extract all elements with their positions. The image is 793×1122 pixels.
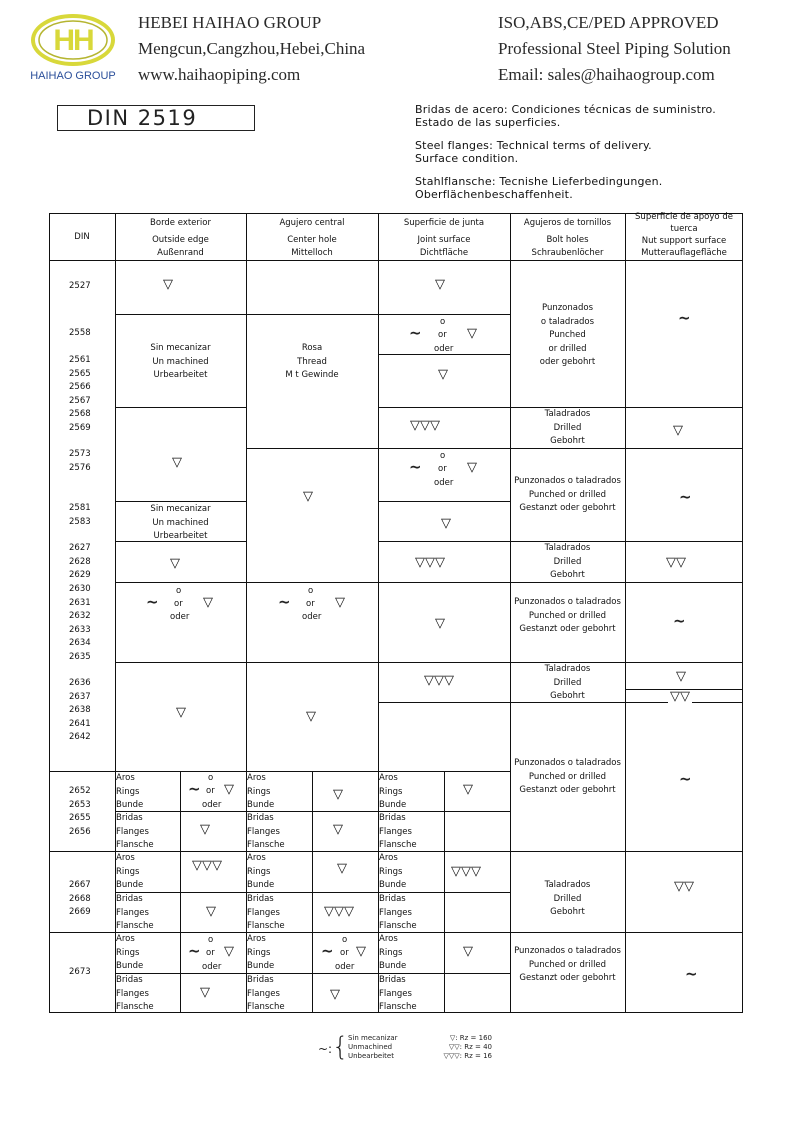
unmachined-tilde-icon: ~ bbox=[409, 458, 422, 476]
bolt-holes-note: Punzonados o taladrados Punched or drilled Gestanzt oder gebohrt bbox=[514, 597, 621, 634]
thread-note: Rosa Thread M t Gewinde bbox=[285, 343, 339, 380]
col-header-din: DIN bbox=[74, 232, 90, 242]
flanges-label: Bridas Flanges Flansche bbox=[247, 813, 285, 850]
or-text: o bbox=[308, 586, 314, 596]
title-en-1: Steel flanges: Technical terms of delivery. bbox=[415, 139, 652, 152]
standard-title: DIN 2519 bbox=[87, 106, 198, 130]
din-number: 2634 bbox=[69, 638, 91, 648]
din-number: 2632 bbox=[69, 611, 91, 621]
roughness-rz160-icon: ▽ bbox=[333, 822, 343, 837]
bolt-holes-note: Taladrados Drilled Gebohrt bbox=[544, 543, 591, 580]
tagline: Professional Steel Piping Solution bbox=[498, 39, 731, 58]
din-number: 2652 bbox=[69, 786, 91, 796]
col-header-joint: Superficie de junta Joint surface Dichtfläche bbox=[403, 218, 485, 258]
unmachined-tilde-icon: ~ bbox=[409, 324, 422, 342]
flanges-label: Bridas Flanges Flansche bbox=[247, 894, 285, 931]
col-header-bolt: Agujeros de tornillos Bolt holes Schraubenlöcher bbox=[523, 218, 612, 258]
din-number: 2567 bbox=[69, 396, 91, 406]
or-text: o bbox=[342, 935, 348, 945]
rings-label: Aros Rings Bunde bbox=[116, 773, 144, 810]
roughness-rz160-icon: ▽ bbox=[172, 455, 182, 470]
din-number: 2583 bbox=[69, 517, 91, 527]
legend bbox=[318, 1032, 508, 1068]
roughness-rz160-icon: ▽ bbox=[463, 944, 473, 959]
flanges-label: Bridas Flanges Flansche bbox=[379, 975, 417, 1012]
logo-letters: HH bbox=[53, 24, 93, 57]
rings-label: Aros Rings Bunde bbox=[379, 934, 407, 971]
roughness-rz160-icon: ▽ bbox=[435, 277, 445, 292]
bolt-holes-note: Punzonados o taladrados Punched or drilled Gestanzt oder gebohrt bbox=[514, 758, 621, 795]
din-number: 2561 bbox=[69, 355, 91, 365]
legend-brace: { bbox=[332, 1032, 349, 1062]
flanges-label: Bridas Flanges Flansche bbox=[116, 894, 154, 931]
din-number: 2629 bbox=[69, 570, 91, 580]
din-number: 2558 bbox=[69, 328, 91, 338]
rings-label: Aros Rings Bunde bbox=[116, 853, 144, 890]
roughness-rz16-icon: ▽▽▽ bbox=[192, 858, 222, 873]
or-text: o bbox=[176, 586, 182, 596]
or-text: o bbox=[208, 773, 214, 783]
din-number: 2573 bbox=[69, 449, 91, 459]
roughness-rz160-icon: ▽ bbox=[673, 423, 683, 438]
din-number: 2668 bbox=[69, 894, 91, 904]
din-number: 2627 bbox=[69, 543, 91, 553]
bolt-holes-note: Punzonados o taladrados Punched or drilled oder gebohrt bbox=[539, 303, 596, 367]
title-es-2: Estado de las superficies. bbox=[415, 116, 561, 129]
or-text: oder bbox=[202, 800, 222, 810]
roughness-rz40-icon: ▽▽ bbox=[666, 555, 686, 570]
or-text: oder bbox=[170, 612, 190, 622]
or-text: or bbox=[438, 464, 447, 474]
din-number: 2569 bbox=[69, 423, 91, 433]
din-number: 2630 bbox=[69, 584, 91, 594]
col-header-center: Agujero central Center hole Mittelloch bbox=[279, 218, 345, 258]
rings-label: Aros Rings Bunde bbox=[379, 853, 407, 890]
flanges-label: Bridas Flanges Flansche bbox=[116, 975, 154, 1012]
col-header-nut: Superficie de apoyo de tuerca Nut support surface Mutterauflagefläche bbox=[635, 212, 733, 258]
unmachined-tilde-icon: ~ bbox=[673, 612, 686, 630]
flanges-label: Bridas Flanges Flansche bbox=[116, 813, 154, 850]
or-text: or bbox=[306, 599, 315, 609]
company-address: Mengcun,Cangzhou,Hebei,China bbox=[138, 39, 366, 58]
or-text: oder bbox=[434, 344, 454, 354]
roughness-rz16-icon: ▽▽▽ bbox=[451, 864, 481, 879]
unmachined-tilde-icon: ~ bbox=[188, 780, 201, 798]
din-number: 2527 bbox=[69, 281, 91, 291]
roughness-rz160-icon: ▽ bbox=[176, 705, 186, 720]
roughness-rz160-icon: ▽ bbox=[200, 985, 210, 1000]
title-de-2: Oberflächenbeschaffenheit. bbox=[415, 188, 573, 201]
din-number: 2565 bbox=[69, 369, 91, 379]
or-text: oder bbox=[335, 962, 355, 972]
company-website[interactable]: www.haihaopiping.com bbox=[138, 65, 301, 84]
roughness-rz16-icon: ▽▽▽ bbox=[410, 418, 440, 433]
din-number: 2667 bbox=[69, 880, 91, 890]
flanges-label: Bridas Flanges Flansche bbox=[379, 894, 417, 931]
flanges-label: Bridas Flanges Flansche bbox=[247, 975, 285, 1012]
rings-label: Aros Rings Bunde bbox=[247, 853, 275, 890]
roughness-rz160-icon: ▽ bbox=[200, 822, 210, 837]
unmachined-tilde-icon: ~ bbox=[188, 942, 201, 960]
roughness-rz160-icon: ▽ bbox=[356, 944, 366, 959]
rings-label: Aros Rings Bunde bbox=[247, 934, 275, 971]
roughness-rz40-icon: ▽▽ bbox=[674, 879, 694, 894]
legend-roughness: ▽: Rz = 160 ▽▽: Rz = 40 ▽▽▽: Rz = 16 bbox=[443, 1034, 492, 1060]
roughness-rz16-icon: ▽▽▽ bbox=[415, 555, 445, 570]
roughness-rz160-icon: ▽ bbox=[463, 782, 473, 797]
roughness-rz160-icon: ▽ bbox=[206, 904, 216, 919]
or-text: oder bbox=[302, 612, 322, 622]
din-number: 2576 bbox=[69, 463, 91, 473]
legend-unmachined: Sin mecanizar Unmachined Unbearbeitet bbox=[348, 1034, 398, 1060]
roughness-rz16-icon: ▽▽▽ bbox=[424, 673, 454, 688]
unmachined-tilde-icon: ~ bbox=[679, 488, 692, 506]
roughness-rz160-icon: ▽ bbox=[676, 669, 686, 684]
unmachined-note: Sin mecanizar Un machined Urbearbeitet bbox=[150, 343, 211, 380]
din-number: 2581 bbox=[69, 503, 91, 513]
roughness-rz160-icon: ▽ bbox=[203, 595, 213, 610]
col-header-outside: Borde exterior Outside edge Außenrand bbox=[150, 218, 211, 258]
unmachined-tilde-icon: ~ bbox=[679, 770, 692, 788]
or-text: or bbox=[174, 599, 183, 609]
unmachined-tilde-icon: ~ bbox=[685, 965, 698, 983]
unmachined-tilde-icon: ~ bbox=[146, 593, 159, 611]
din-number: 2641 bbox=[69, 719, 91, 729]
roughness-rz40-icon: ▽▽ bbox=[670, 689, 690, 704]
or-text: oder bbox=[202, 962, 222, 972]
bolt-holes-note: Taladrados Drilled Gebohrt bbox=[544, 664, 591, 701]
roughness-rz160-icon: ▽ bbox=[330, 987, 340, 1002]
din-number: 2673 bbox=[69, 967, 91, 977]
din-number: 2631 bbox=[69, 598, 91, 608]
roughness-rz160-icon: ▽ bbox=[467, 326, 477, 341]
rings-label: Aros Rings Bunde bbox=[379, 773, 407, 810]
din-number: 2633 bbox=[69, 625, 91, 635]
roughness-rz160-icon: ▽ bbox=[438, 367, 448, 382]
roughness-rz160-icon: ▽ bbox=[303, 489, 313, 504]
roughness-rz160-icon: ▽ bbox=[333, 787, 343, 802]
or-text: oder bbox=[434, 478, 454, 488]
unmachined-note: Sin mecanizar Un machined Urbearbeitet bbox=[150, 504, 211, 541]
or-text: o bbox=[208, 935, 214, 945]
din-number: 2637 bbox=[69, 692, 91, 702]
bolt-holes-note: Punzonados o taladrados Punched or drilled Gestanzt oder gebohrt bbox=[514, 476, 621, 513]
unmachined-tilde-icon: ~ bbox=[678, 309, 691, 327]
rings-label: Aros Rings Bunde bbox=[247, 773, 275, 810]
unmachined-tilde-icon: ~ bbox=[278, 593, 291, 611]
roughness-rz160-icon: ▽ bbox=[163, 277, 173, 292]
roughness-rz160-icon: ▽ bbox=[337, 861, 347, 876]
roughness-rz160-icon: ▽ bbox=[335, 595, 345, 610]
din-number: 2642 bbox=[69, 732, 91, 742]
din-number: 2568 bbox=[69, 409, 91, 419]
roughness-rz160-icon: ▽ bbox=[435, 616, 445, 631]
roughness-rz16-icon: ▽▽▽ bbox=[324, 904, 354, 919]
legend-prefix: ~: bbox=[318, 1042, 333, 1056]
or-text: o bbox=[440, 317, 446, 327]
or-text: o bbox=[440, 451, 446, 461]
title-es-1: Bridas de acero: Condiciones técnicas de suministro. bbox=[415, 103, 716, 116]
or-text: or bbox=[438, 330, 447, 340]
title-en-2: Surface condition. bbox=[415, 152, 519, 165]
roughness-rz160-icon: ▽ bbox=[224, 782, 234, 797]
din-number: 2566 bbox=[69, 382, 91, 392]
logo-caption: HAIHAO GROUP bbox=[30, 70, 116, 82]
roughness-rz160-icon: ▽ bbox=[170, 556, 180, 571]
bolt-holes-note: Taladrados Drilled Gebohrt bbox=[544, 880, 591, 917]
title-de-1: Stahlflansche: Tecnishe Lieferbedingungen. bbox=[415, 175, 663, 188]
company-name: HEBEI HAIHAO GROUP bbox=[138, 13, 322, 32]
unmachined-tilde-icon: ~ bbox=[321, 942, 334, 960]
or-text: or bbox=[206, 948, 215, 958]
din-number: 2635 bbox=[69, 652, 91, 662]
din-number: 2669 bbox=[69, 907, 91, 917]
roughness-rz160-icon: ▽ bbox=[441, 516, 451, 531]
or-text: or bbox=[206, 786, 215, 796]
din-number: 2636 bbox=[69, 678, 91, 688]
rings-label: Aros Rings Bunde bbox=[116, 934, 144, 971]
or-text: or bbox=[340, 948, 349, 958]
din-number: 2656 bbox=[69, 827, 91, 837]
roughness-rz160-icon: ▽ bbox=[467, 460, 477, 475]
bolt-holes-note: Punzonados o taladrados Punched or drilled Gestanzt oder gebohrt bbox=[514, 946, 621, 983]
roughness-rz160-icon: ▽ bbox=[306, 709, 316, 724]
bolt-holes-note: Taladrados Drilled Gebohrt bbox=[544, 409, 591, 446]
din-number: 2653 bbox=[69, 800, 91, 810]
company-email[interactable]: Email: sales@haihaogroup.com bbox=[498, 65, 715, 84]
din-number: 2628 bbox=[69, 557, 91, 567]
din-number: 2655 bbox=[69, 813, 91, 823]
approvals: ISO,ABS,CE/PED APPROVED bbox=[498, 13, 719, 32]
din-number: 2638 bbox=[69, 705, 91, 715]
flanges-label: Bridas Flanges Flansche bbox=[379, 813, 417, 850]
roughness-rz160-icon: ▽ bbox=[224, 944, 234, 959]
